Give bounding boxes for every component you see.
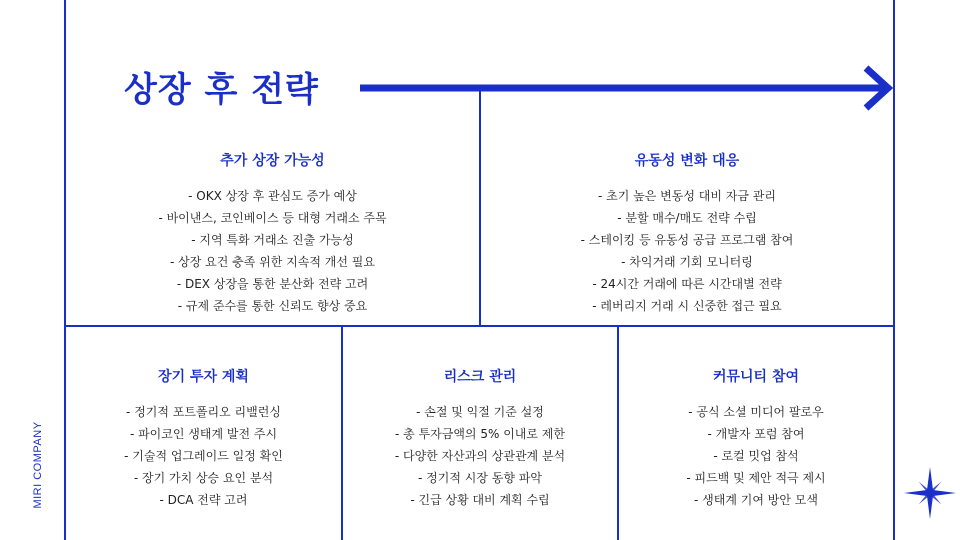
panel-liquidity-response xyxy=(481,150,893,317)
panel-long-term-plan xyxy=(66,366,341,511)
list-item: - 손절 및 익절 기준 설정 xyxy=(416,405,544,419)
list-item: - OKX 상장 후 관심도 증가 예상 xyxy=(188,189,357,203)
bullet-list xyxy=(343,401,617,511)
list-item: - 피드백 및 제안 적극 제시 xyxy=(686,471,826,485)
list-item: - 바이낸스, 코인베이스 등 대형 거래소 주목 xyxy=(158,211,387,225)
list-item: - 분할 매수/매도 전략 수립 xyxy=(617,211,757,225)
list-item: - 총 투자금액의 5% 이내로 제한 xyxy=(395,427,565,441)
list-item: - DCA 전략 고려 xyxy=(159,493,248,507)
panel-title: 리스크 관리 xyxy=(443,369,517,385)
panel-community xyxy=(619,366,893,511)
list-item: - 파이코인 생태계 발전 주시 xyxy=(129,427,278,441)
list-item: - 공식 소셜 미디어 팔로우 xyxy=(688,405,824,419)
list-item: - 지역 특화 거래소 진출 가능성 xyxy=(191,233,354,247)
list-item: - 정기적 시장 동향 파악 xyxy=(418,471,542,485)
bullet-list xyxy=(66,185,479,317)
list-item: - 초기 높은 변동성 대비 자금 관리 xyxy=(598,189,776,203)
brand-label: MIRI COMPANY xyxy=(32,421,44,509)
panel-additional-listing xyxy=(66,150,479,317)
list-item: - 규제 준수를 통한 신뢰도 향상 중요 xyxy=(177,299,368,313)
list-item: - DEX 상장을 통한 분산화 전략 고려 xyxy=(176,277,369,291)
list-item: - 다양한 자산과의 상관관계 분석 xyxy=(394,449,566,463)
panel-title: 유동성 변화 대응 xyxy=(634,153,740,169)
page-title: 상장 후 전략 xyxy=(124,70,319,110)
bullet-list xyxy=(481,185,893,317)
list-item: - 스테이킹 등 유동성 공급 프로그램 참여 xyxy=(580,233,794,247)
bullet-list xyxy=(619,401,893,511)
list-item: - 개발자 포럼 참여 xyxy=(707,427,805,441)
list-item: - 기술적 업그레이드 일정 확인 xyxy=(124,449,283,463)
panel-risk-management xyxy=(343,366,617,511)
list-item: - 24시간 거래에 따른 시간대별 전략 xyxy=(592,277,782,291)
list-item: - 상장 요건 충족 위한 지속적 개선 필요 xyxy=(170,255,375,269)
list-item: - 장기 가치 상승 요인 분석 xyxy=(133,471,274,485)
bullet-list xyxy=(66,401,341,511)
panel-title: 장기 투자 계획 xyxy=(158,369,249,385)
list-item: - 정기적 포트폴리오 리밸런싱 xyxy=(126,405,281,419)
list-item: - 생태계 기여 방안 모색 xyxy=(694,493,818,507)
list-item: - 차익거래 기회 모니터링 xyxy=(621,255,753,269)
sparkle-star-icon xyxy=(902,465,958,521)
panel-title: 커뮤니티 참여 xyxy=(712,369,800,385)
panel-title: 추가 상장 가능성 xyxy=(220,153,325,169)
list-item: - 레버리지 거래 시 신중한 접근 필요 xyxy=(592,299,782,313)
arrow-right-icon xyxy=(358,60,898,116)
horizontal-divider xyxy=(64,325,895,327)
list-item: - 긴급 상황 대비 계획 수립 xyxy=(410,493,550,507)
list-item: - 로컬 밋업 참석 xyxy=(713,449,799,463)
